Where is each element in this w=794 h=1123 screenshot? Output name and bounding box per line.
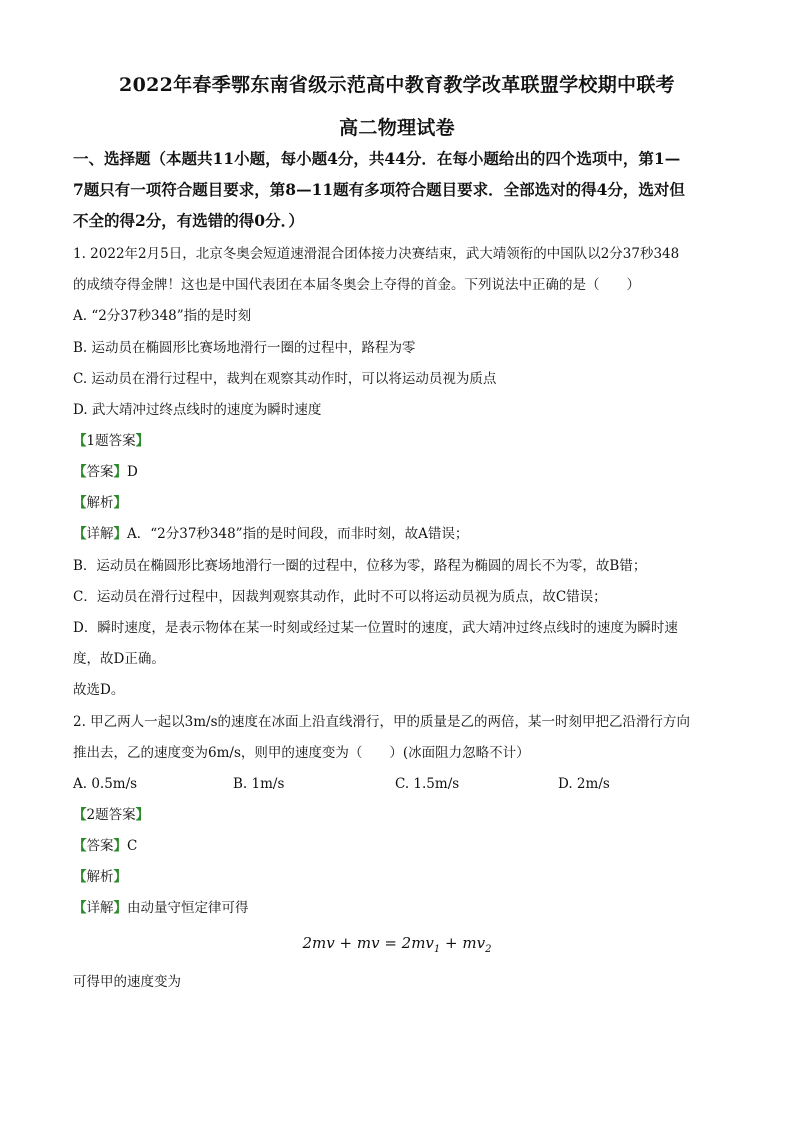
- section-instructions: [73, 143, 728, 236]
- q2-option-b: B. 1m/s: [233, 776, 285, 792]
- q2-option-c: C. 1.5m/s: [395, 776, 460, 792]
- q2-option-d: D. 2m/s: [558, 776, 610, 792]
- q1-detail-line: D．瞬时速度，是表示物体在某一时刻或经过某一位置时的速度，武大靖冲过终点线时的速度为瞬时速: [73, 620, 678, 636]
- q2-analysis: 【解析】: [73, 869, 127, 885]
- q1-answer-tag: 【1题答案】: [73, 433, 150, 449]
- q2-detail-line: 可得甲的速度变为: [73, 974, 181, 990]
- section-line: 一、选择题（本题共11小题，每小题4分，共44分．在每小题给出的四个选项中，第1—: [73, 149, 681, 168]
- q1-analysis: 【解析】: [73, 495, 127, 511]
- q2-detail-line: 【详解】由动量守恒定律可得: [73, 900, 249, 916]
- exam-subtitle: 高二物理试卷: [339, 117, 455, 139]
- q1-stem-line: 的成绩夺得金牌！这也是中国代表团在本届冬奥会上夺得的首金。下列说法中正确的是（ ）: [73, 277, 640, 293]
- q1-option-b: B. 运动员在椭圆形比赛场地滑行一圈的过程中，路程为零: [73, 340, 416, 356]
- section-line: 7题只有一项符合题目要求，第8—11题有多项符合题目要求．全部选对的得4分，选对但: [73, 180, 685, 199]
- q1-answer-value: D: [127, 464, 138, 480]
- q1-conclusion: 故选D。: [73, 682, 125, 698]
- q2-stem-line: 推出去，乙的速度变为6m/s，则甲的速度变为（ ）(冰面阻力忽略不计）: [73, 745, 530, 761]
- q2-answer-value: C: [127, 838, 138, 854]
- q1-answer: 【答案】D: [73, 464, 138, 480]
- q1-option-a: A. “2分37秒348”指的是时刻: [73, 308, 252, 324]
- q1-detail-line: 度，故D正确。: [73, 651, 165, 667]
- momentum-formula: 2mv + mv = $2mv_1 + mv_2$: [302, 934, 492, 955]
- q1-detail-line: 【详解】A．“2分37秒348”指的是时间段，而非时刻，故A错误；: [73, 526, 469, 542]
- q1-detail-line: B．运动员在椭圆形比赛场地滑行一圈的过程中，位移为零，路程为椭圆的周长不为零，故B错；: [73, 558, 647, 574]
- q2-option-a: A. 0.5m/s: [73, 776, 138, 792]
- q2-stem-line: 2. 甲乙两人一起以3m/s的速度在冰面上沿直线滑行，甲的质量是乙的两倍，某一时刻甲把乙沿滑行方向: [73, 714, 691, 730]
- q1-option-c: C. 运动员在滑行过程中，裁判在观察其动作时，可以将运动员视为质点: [73, 371, 497, 387]
- q2-answer: 【答案】C: [73, 838, 138, 854]
- q1-stem-line: 1. 2022年2月5日，北京冬奥会短道速滑混合团体接力决赛结束，武大靖领衔的中国队以2分37秒348: [73, 246, 680, 262]
- q1-option-d: D. 武大靖冲过终点线时的速度为瞬时速度: [73, 402, 322, 418]
- q2-answer-tag: 【2题答案】: [73, 807, 150, 823]
- q1-detail-line: C．运动员在滑行过程中，因裁判观察其动作，此时不可以将运动员视为质点，故C错误；: [73, 589, 607, 605]
- exam-title: 2022年春季鄂东南省级示范高中教育教学改革联盟学校期中联考: [119, 74, 675, 96]
- section-line: 不全的得2分，有选错的得0分．）: [73, 211, 304, 230]
